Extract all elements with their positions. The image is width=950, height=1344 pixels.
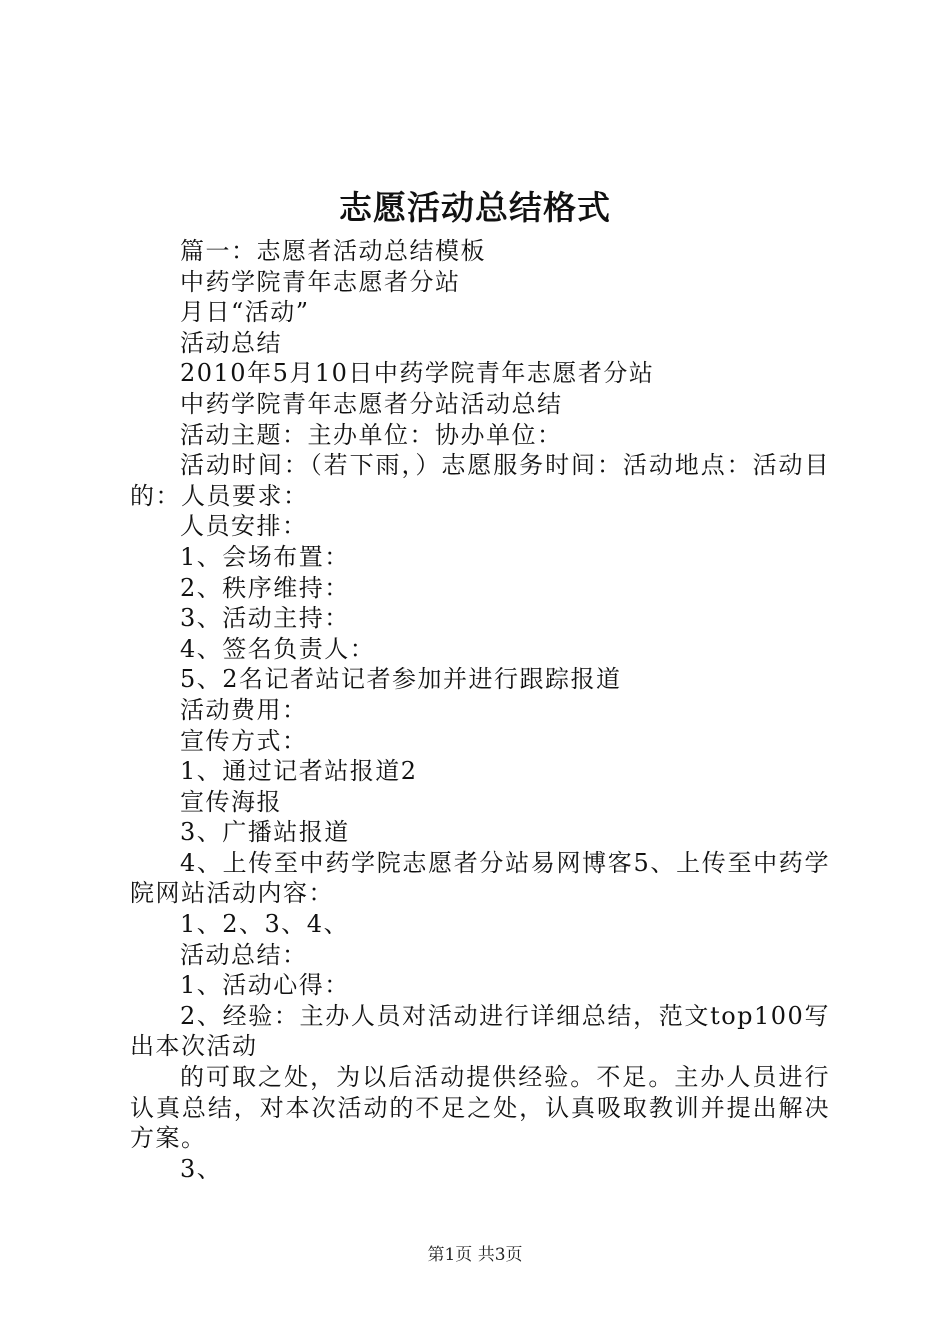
- paragraph: 中药学院青年志愿者分站活动总结: [180, 389, 563, 418]
- paragraph: 人员安排：: [180, 512, 308, 541]
- document-body: [130, 236, 830, 1184]
- paragraph: 3、广播站报道: [180, 818, 350, 847]
- paragraph: 篇一：志愿者活动总结模板: [180, 237, 486, 265]
- paragraph: 3、活动主持：: [180, 604, 350, 633]
- paragraph: 2010年5月10日中药学院青年志愿者分站: [180, 359, 655, 388]
- paragraph: 1、通过记者站报道2: [180, 757, 418, 786]
- paragraph: 4、上传至中药学院志愿者分站易网博客5、上传至中药学院网站活动内容：: [130, 848, 830, 908]
- document-title: 志愿活动总结格式: [339, 188, 611, 227]
- paragraph: 5、2名记者站记者参加并进行跟踪报道: [180, 665, 622, 694]
- paragraph: 活动费用：: [180, 695, 308, 724]
- paragraph: 的可取之处，为以后活动提供经验。不足。主办人员进行认真总结，对本次活动的不足之处，认真吸取教训并提出解决方案。: [130, 1063, 830, 1153]
- paragraph: 1、活动心得：: [180, 971, 350, 1000]
- paragraph: 宣传海报: [180, 787, 282, 816]
- paragraph: 活动总结: [180, 328, 282, 357]
- paragraph: 活动时间：（若下雨，）志愿服务时间：活动地点：活动目的：人员要求：: [130, 451, 830, 510]
- paragraph: 1、会场布置：: [180, 542, 350, 571]
- paragraph: 月日“活动”: [180, 298, 310, 327]
- page-footer: 第1页 共3页: [427, 1245, 523, 1265]
- paragraph: 4、签名负责人：: [180, 634, 376, 663]
- paragraph: 宣传方式：: [180, 726, 308, 755]
- paragraph: 活动总结：: [180, 940, 308, 969]
- paragraph: 中药学院青年志愿者分站: [180, 267, 461, 296]
- paragraph: 2、经验：主办人员对活动进行详细总结，范文top100写出本次活动: [130, 1001, 830, 1061]
- paragraph: 1、2、3、4、: [180, 910, 350, 939]
- paragraph: 2、秩序维持：: [180, 573, 350, 602]
- paragraph: 活动主题：主办单位：协办单位：: [180, 420, 563, 449]
- paragraph: 3、: [180, 1154, 223, 1183]
